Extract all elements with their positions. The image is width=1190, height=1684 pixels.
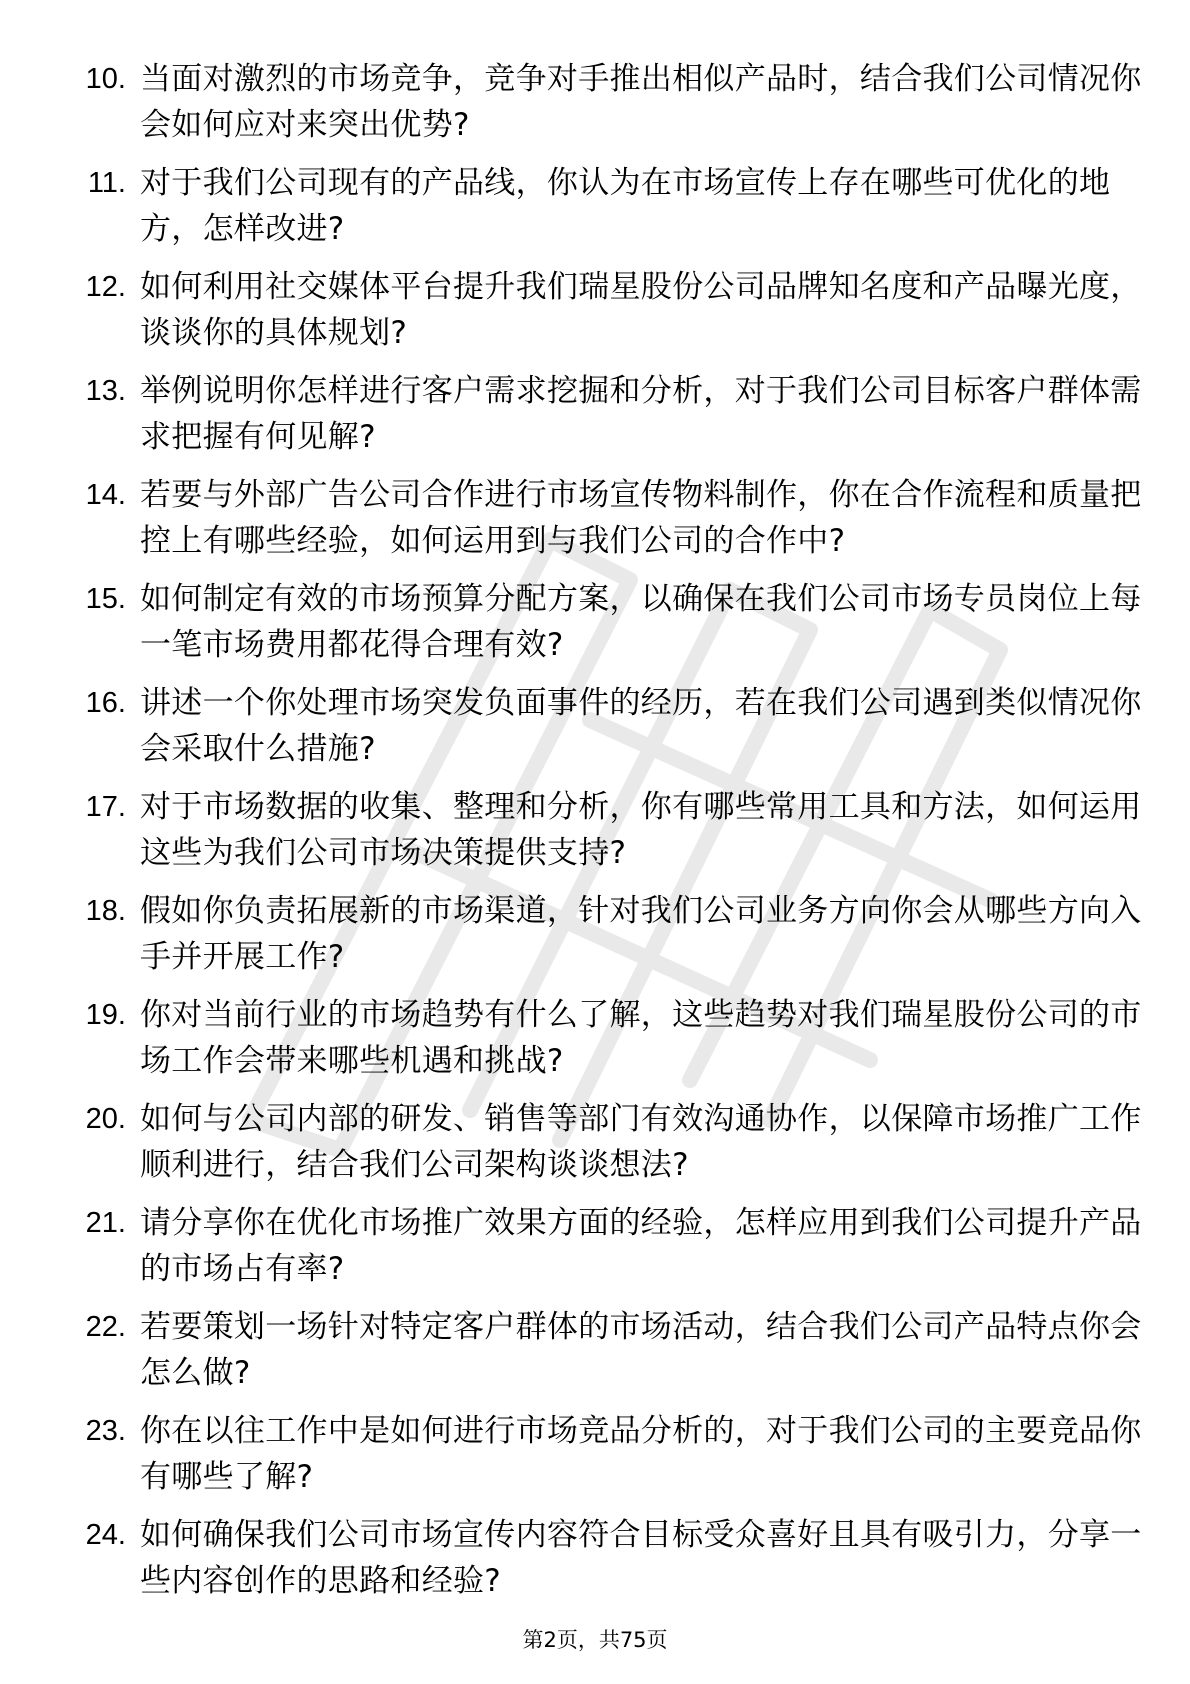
list-item xyxy=(52,888,1142,992)
question-text: 请分享你在优化市场推广效果方面的经验，怎样应用到我们公司提升产品的市场占有率? xyxy=(140,1205,1142,1287)
question-text: 你在以往工作中是如何进行市场竞品分析的，对于我们公司的主要竞品你有哪些了解? xyxy=(140,1413,1142,1495)
question-number: 19. xyxy=(85,999,126,1031)
page-number-label: 第2页，共75页 xyxy=(522,1628,668,1652)
question-text: 讲述一个你处理市场突发负面事件的经历，若在我们公司遇到类似情况你会采取什么措施? xyxy=(140,685,1142,767)
question-number: 15. xyxy=(85,583,126,615)
list-item xyxy=(52,680,1142,784)
list-item xyxy=(52,992,1142,1096)
question-number: 17. xyxy=(85,791,126,823)
list-item xyxy=(52,1200,1142,1304)
question-text: 你对当前行业的市场趋势有什么了解，这些趋势对我们瑞星股份公司的市场工作会带来哪些机遇和挑战? xyxy=(140,997,1142,1079)
list-item xyxy=(52,1408,1142,1512)
list-item xyxy=(52,160,1132,264)
question-number: 24. xyxy=(85,1519,126,1551)
page-footer xyxy=(0,1626,1190,1654)
question-number: 21. xyxy=(85,1207,126,1239)
question-number: 22. xyxy=(85,1311,126,1343)
question-number: 13. xyxy=(85,375,126,407)
list-item xyxy=(52,264,1142,368)
list-item xyxy=(52,56,1142,160)
question-text: 若要与外部广告公司合作进行市场宣传物料制作，你在合作流程和质量把控上有哪些经验，如何运用到与我们公司的合作中? xyxy=(140,477,1142,559)
list-item xyxy=(52,784,1142,888)
question-text: 对于我们公司现有的产品线，你认为在市场宣传上存在哪些可优化的地方，怎样改进? xyxy=(140,165,1111,247)
question-number: 18. xyxy=(85,895,126,927)
question-number: 23. xyxy=(85,1415,126,1447)
list-item xyxy=(52,368,1142,472)
question-text: 如何制定有效的市场预算分配方案，以确保在我们公司市场专员岗位上每一笔市场费用都花得合理有效? xyxy=(140,581,1142,663)
question-list xyxy=(52,56,1142,1616)
question-text: 假如你负责拓展新的市场渠道，针对我们公司业务方向你会从哪些方向入手并开展工作? xyxy=(140,893,1142,975)
question-number: 20. xyxy=(85,1103,126,1135)
question-text: 如何确保我们公司市场宣传内容符合目标受众喜好且具有吸引力，分享一些内容创作的思路和经验? xyxy=(140,1517,1142,1599)
question-text: 若要策划一场针对特定客户群体的市场活动，结合我们公司产品特点你会怎么做? xyxy=(140,1309,1142,1391)
question-text: 举例说明你怎样进行客户需求挖掘和分析，对于我们公司目标客户群体需求把握有何见解? xyxy=(140,373,1142,455)
question-number: 14. xyxy=(85,479,126,511)
question-text: 如何利用社交媒体平台提升我们瑞星股份公司品牌知名度和产品曝光度，谈谈你的具体规划? xyxy=(140,269,1142,351)
question-number: 12. xyxy=(85,271,126,303)
list-item xyxy=(52,1512,1142,1616)
list-item xyxy=(52,472,1142,576)
list-item xyxy=(52,1096,1142,1200)
question-text: 当面对激烈的市场竞争，竞争对手推出相似产品时，结合我们公司情况你会如何应对来突出优势? xyxy=(140,61,1142,143)
question-text: 如何与公司内部的研发、销售等部门有效沟通协作，以保障市场推广工作顺利进行，结合我们公司架构谈谈想法? xyxy=(140,1101,1142,1183)
question-number: 11. xyxy=(87,167,126,199)
list-item xyxy=(52,576,1142,680)
question-number: 10. xyxy=(85,63,126,95)
list-item xyxy=(52,1304,1142,1408)
question-number: 16. xyxy=(85,687,126,719)
question-text: 对于市场数据的收集、整理和分析，你有哪些常用工具和方法，如何运用这些为我们公司市场决策提供支持? xyxy=(140,789,1142,871)
